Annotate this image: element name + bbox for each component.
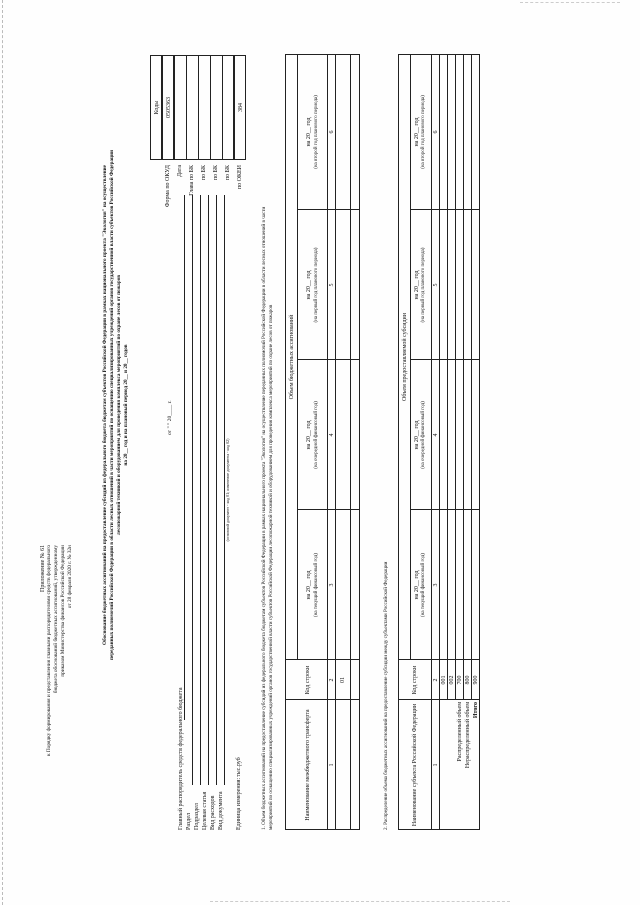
field-target-article: Целевая статья — [202, 791, 208, 830]
s2-period-4-year: на 20__ год — [414, 117, 420, 147]
s2-colnum-1: 1 — [433, 763, 439, 767]
s1-period-3-note: (на первый год планового периода) — [314, 247, 319, 323]
codes-header-cell — [150, 55, 162, 160]
s2-row-undistributed-label: Нераспределенный объем — [465, 702, 471, 769]
s1-group-header: Объем бюджетных ассигнований — [289, 314, 295, 400]
code-label-bk-2: по БК — [213, 165, 219, 181]
s2-row-code-001: 001 — [441, 675, 447, 685]
title-line-2: переданных полномочий Российской Федерации в области лесных отношений в части мероприятий по оснащению специализированных учреждений органов государственной власти субъектов Российской Федерации — [109, 149, 115, 661]
appendix-line-2: бюджета обоснований бюджетных ассигнований, утвержденному — [53, 545, 59, 694]
document-type-hint: (основной документ - код 01; изменение документа - код 02) — [225, 438, 230, 542]
section1-title-line-1: 1. Объем бюджетных ассигнований на предоставление субсидий из федерального бюджета бюджетам субъектов Российской Федерации в рамках национального проекта "Экология" на осуществление переданных полномочий Российской Федерации в области лесных отношений в части — [261, 206, 267, 830]
field-section: Раздел — [186, 813, 192, 830]
s2-period-1-year: на 20__ год — [414, 570, 420, 600]
s2-colnum-4: 4 — [433, 433, 439, 437]
s2-period-2-year: на 20__ год — [414, 420, 420, 450]
codes-divider — [222, 55, 223, 160]
form-code: 0505363 — [166, 97, 172, 118]
codes-divider — [210, 55, 211, 160]
s2-row-code-700: 700 — [457, 675, 463, 685]
okei-code: 384 — [238, 103, 244, 112]
field-underline — [184, 195, 185, 720]
table-row-line — [463, 54, 464, 700]
s1-period-2-year: на 20__ год — [306, 420, 312, 450]
s1-colnum-1: 1 — [329, 763, 335, 767]
section1-title-line-2: мероприятий по оснащению специализированных учреждений органов государственной власти субъектов Российской Федерации лесопожарной техникой и оборудованием для проведения комплекса мероприятий по охране лесов от пожаров — [268, 304, 274, 830]
s1-colnum-5: 5 — [329, 283, 335, 287]
s2-row-total-label: Итого — [473, 702, 479, 719]
field-underline — [200, 195, 201, 785]
code-label-bk-3: по БК — [225, 165, 231, 181]
form-code-cell — [162, 55, 174, 160]
okei-code-cell — [234, 55, 246, 160]
s2-row-code-800: 800 — [465, 675, 471, 685]
table-row-line — [447, 54, 448, 700]
s1-period-1-year: на 20__ год — [306, 570, 312, 600]
field-subsection: Подраздел — [194, 803, 200, 830]
title-line-3: лесопожарной техникой и оборудованием для проведения комплекса мероприятий по охране лесов от пожаров — [116, 274, 122, 536]
s1-period-1-note: (на текущий финансовый год) — [314, 553, 319, 617]
table-row-line — [431, 54, 432, 830]
s1-colnum-3: 3 — [329, 583, 335, 587]
s2-period-3-year: на 20__ год — [414, 270, 420, 300]
code-label-bk-1: по БК — [201, 165, 207, 181]
field-underline — [208, 195, 209, 785]
s1-period-4-note: (на второй год планового периода) — [314, 95, 319, 169]
s2-colnum-2: 2 — [433, 678, 439, 682]
table-row-line — [439, 54, 440, 830]
appendix-line-3: приказом Министерства финансов Российской Федерации — [60, 545, 66, 677]
s2-colnum-6: 6 — [433, 130, 439, 134]
field-underline — [192, 195, 193, 785]
s1-colnum-6: 6 — [329, 130, 335, 134]
table-row-line — [297, 54, 298, 660]
s1-col-name: Наименование межбюджетного трансферта — [305, 709, 311, 821]
form-date: от " " 20____ г. — [167, 400, 173, 435]
table-row-line — [455, 54, 456, 700]
s1-period-4-year: на 20__ год — [306, 117, 312, 147]
field-chief-distributor: Главный распорядитель средств федерального бюджета — [178, 687, 184, 830]
code-label-date: Дата — [177, 165, 183, 177]
s2-row-code-002: 002 — [449, 675, 455, 685]
form-okud-label: Форма по ОКУД — [165, 165, 171, 208]
s2-period-2-note: (на очередной финансовый год) — [421, 401, 426, 469]
unit-label: Единица измерения: — [236, 777, 242, 830]
s1-colnum-4: 4 — [329, 433, 335, 437]
s1-colnum-2: 2 — [329, 678, 335, 682]
s2-col-name: Наименование субъекта Российской Федерации — [412, 703, 418, 827]
okei-label: по ОКЕИ — [237, 165, 243, 190]
field-underline — [216, 195, 217, 785]
codes-lower-block — [174, 55, 234, 160]
title-line-4: на 20__ год и на плановый период 20__ и 20__ годов — [123, 344, 129, 466]
s2-col-code: Код строки — [412, 665, 418, 695]
codes-header: Коды — [154, 100, 160, 115]
s2-period-1-note: (на текущий финансовый год) — [421, 553, 426, 617]
table-row-line — [327, 54, 328, 830]
field-document-type: Вид документа — [218, 791, 224, 830]
s1-col-code: Код строки — [305, 665, 311, 695]
code-label-chapter: Глава по БК — [189, 165, 195, 196]
appendix-line-4: от 28 февраля 2020 г. № 32н — [67, 545, 73, 609]
table-row-line — [335, 54, 336, 830]
s2-row-distributed-label: Распределенный объем — [457, 702, 463, 762]
section2-title: 2. Распределение объема бюджетных ассигнований на предоставление субсидии между субъектами Российской Федерации — [383, 561, 389, 830]
s2-row-code-900: 900 — [473, 675, 479, 685]
field-expense-type: Вид расходов — [210, 795, 216, 830]
s1-period-2-note: (на очередной финансовый год) — [314, 401, 319, 469]
appendix-number: Приложение № 61 — [40, 545, 46, 592]
table-row-line — [471, 54, 472, 700]
s2-period-4-note: (на второй год планового периода) — [421, 95, 426, 169]
s1-period-3-year: на 20__ год — [306, 270, 312, 300]
title-line-1: Обоснование бюджетных ассигнований на предоставление субсидий из федерального бюджета бюджетам субъектов Российской Федерации в рамках национального проекта "Экология" на осуществление — [102, 165, 108, 645]
unit-value: тыс.руб — [236, 757, 242, 777]
codes-divider — [186, 55, 187, 160]
s2-group-header: Объем предоставляемой субсидии — [402, 313, 408, 401]
s1-row-code: 01 — [340, 677, 346, 683]
table-row-line — [350, 54, 351, 830]
s2-period-3-note: (на первый год планового периода) — [421, 247, 426, 323]
table-row-line — [410, 54, 411, 660]
table-col-line — [285, 699, 360, 700]
s2-colnum-3: 3 — [433, 583, 439, 587]
appendix-line-1: к Порядку формирования и представления главными распорядителями средств федерального — [46, 545, 52, 757]
codes-divider — [198, 55, 199, 160]
s2-colnum-5: 5 — [433, 283, 439, 287]
